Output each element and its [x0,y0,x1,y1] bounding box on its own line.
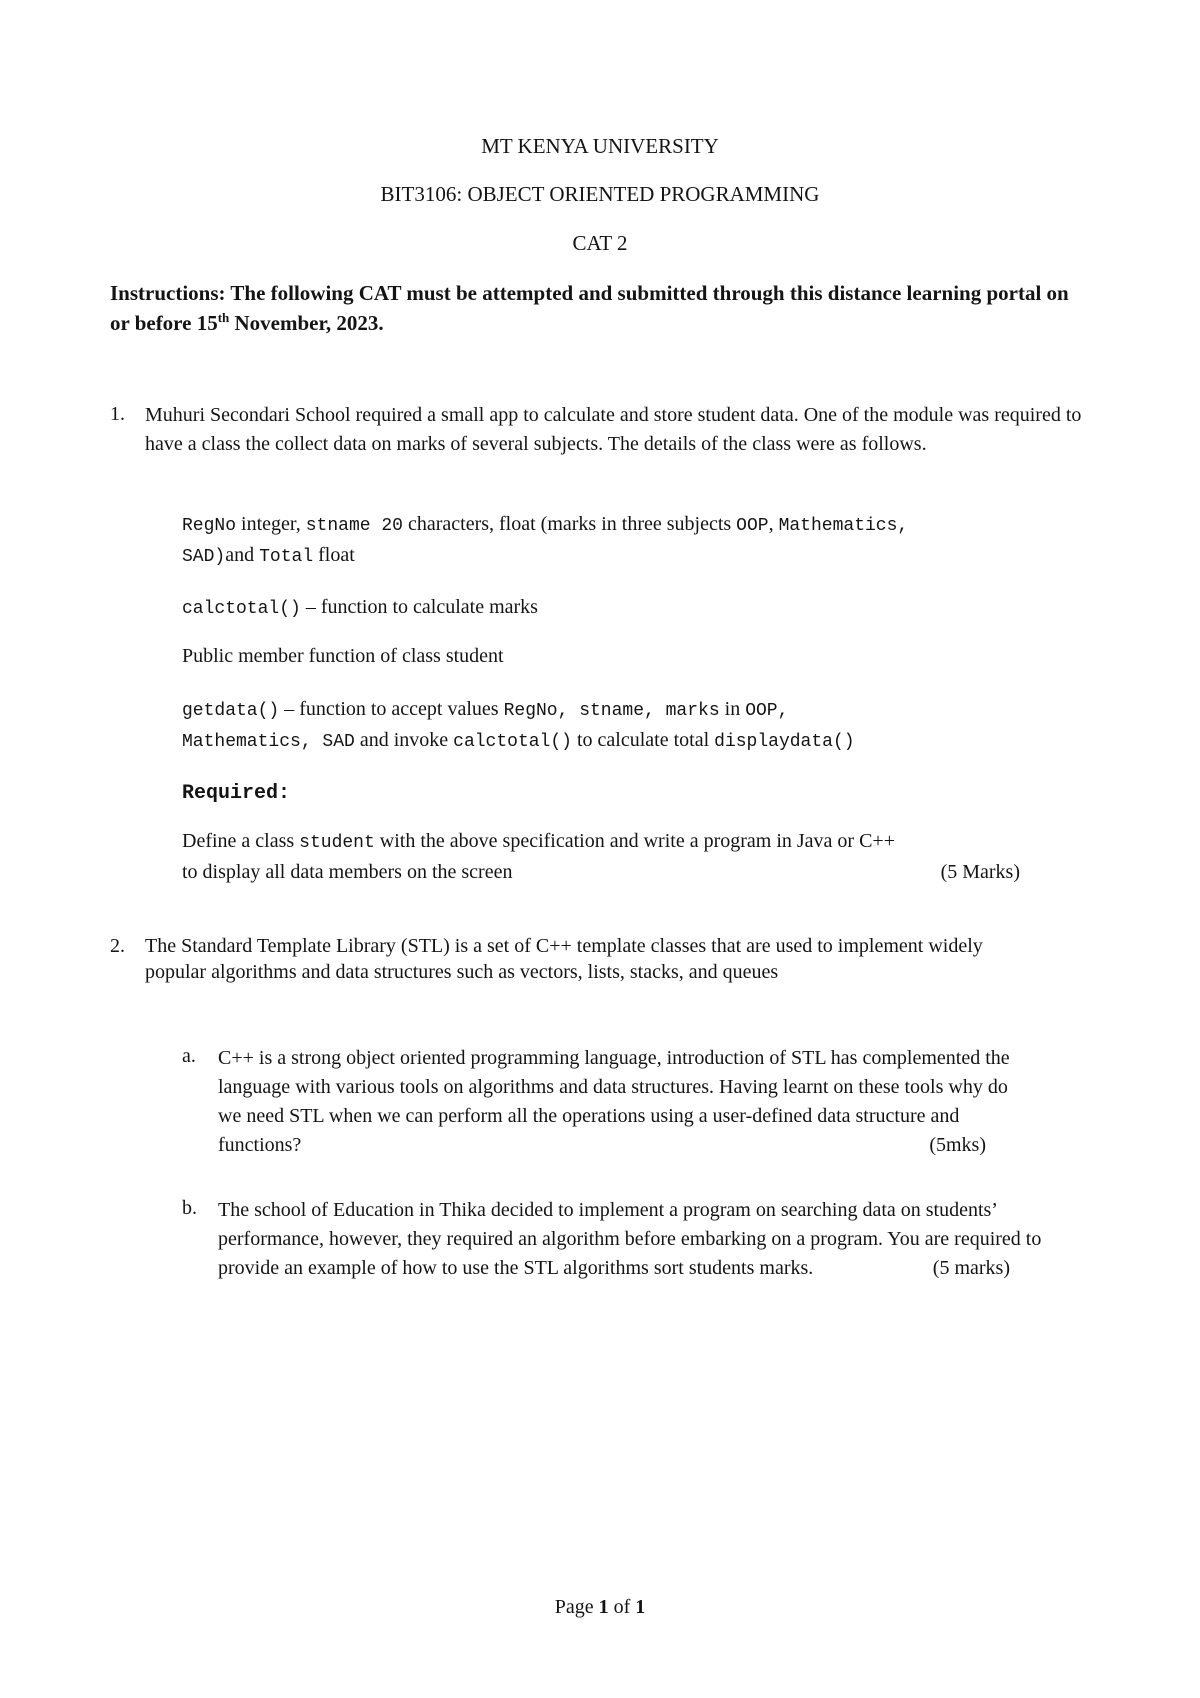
code-oop2: OOP, [745,701,789,721]
code-student: student [299,833,375,853]
q1-define [182,827,1020,887]
q1-intro: Muhuri Secondari School required a small app to calculate and store student data. One of the module was required to have a class the collect data on marks of several subjects. The details of the class were as follows. [145,404,1082,455]
code-regno: RegNo [182,516,237,536]
footer-page-word: Page [554,1596,599,1618]
spec-text: and [225,544,260,566]
code-mathematics: Mathematics, [778,516,909,536]
code-oop: OOP [736,516,769,536]
q1-required-label: Required: [182,782,291,805]
instructions-sup: th [217,310,230,325]
spec-text: float [313,544,355,566]
q1-number: 1. [110,403,125,425]
instructions [110,278,1070,338]
q2a-text: C++ is a strong object oriented programming language, introduction of STL has complemented the language with various tools on algorithms and data structures. Having learnt on these tools why do we need STL when we can perform all the operations using a user-defined data structure and functions? [218,1047,1010,1156]
q2a-block [218,1044,1026,1160]
spec-text: characters, float (marks in three subjects [402,513,737,535]
q1-marks: (5 Marks) [940,861,1020,883]
q1-spec [182,510,1092,572]
getdata-text: – function to accept values [279,698,504,720]
code-getdata: getdata() [182,701,280,721]
code-math-sad: Mathematics, SAD [182,732,355,752]
getdata-text: in [719,698,746,720]
code-calctotal: calctotal() [182,599,301,619]
page-footer [0,1596,1200,1619]
q2-intro: The Standard Template Library (STL) is a set of C++ template classes that are used to implement widely popular algorithms and data structures such as vectors, lists, stacks, and queues [145,935,983,983]
q1-public-line: Public member function of class student [182,645,504,667]
footer-of-word: of [608,1596,636,1618]
q2b-marks: (5 marks) [932,1257,1010,1279]
getdata-text: to calculate total [571,729,715,751]
code-stname: stname 20 [305,516,403,536]
q1-calctotal [182,593,1092,624]
q2a-label: a. [182,1045,196,1067]
q2b-label: b. [182,1197,197,1219]
footer-current-page: 1 [598,1596,609,1618]
code-displaydata: displaydata() [714,732,855,752]
footer-total-pages: 1 [635,1596,646,1618]
q2b-text: The school of Education in Thika decided to implement a program on searching data on students’ performance, however, they required an algorithm before embarking on a program. You are required to provide an example of how to use the STL algorithms sort students marks. [218,1199,1042,1279]
q1-getdata [182,695,1092,757]
spec-text: , [768,513,779,535]
calctotal-desc: – function to calculate marks [300,596,538,618]
cat-title: CAT 2 [572,231,628,255]
define-text: with the above specification and write a program in Java or C++ [374,830,895,852]
q2b-block [218,1196,1088,1283]
getdata-text: and invoke [354,729,454,751]
course-title: BIT3106: OBJECT ORIENTED PROGRAMMING [380,182,820,206]
code-calctotal2: calctotal() [453,732,572,752]
code-values: RegNo, stname, marks [503,701,720,721]
code-total: Total [259,547,314,567]
define-text: Define a class [182,830,300,852]
define-text: to display all data members on the screen [182,861,513,883]
instructions-text: Instructions: The following CAT must be attempted and submitted through this distance learning portal on or before 15 [110,281,1069,335]
university-title: MT KENYA UNIVERSITY [481,134,719,158]
code-sad: SAD) [182,547,226,567]
q2a-marks: (5mks) [929,1134,986,1156]
spec-text: integer, [236,513,306,535]
instructions-date: November, 2023. [229,311,384,335]
q2-number: 2. [110,935,125,957]
